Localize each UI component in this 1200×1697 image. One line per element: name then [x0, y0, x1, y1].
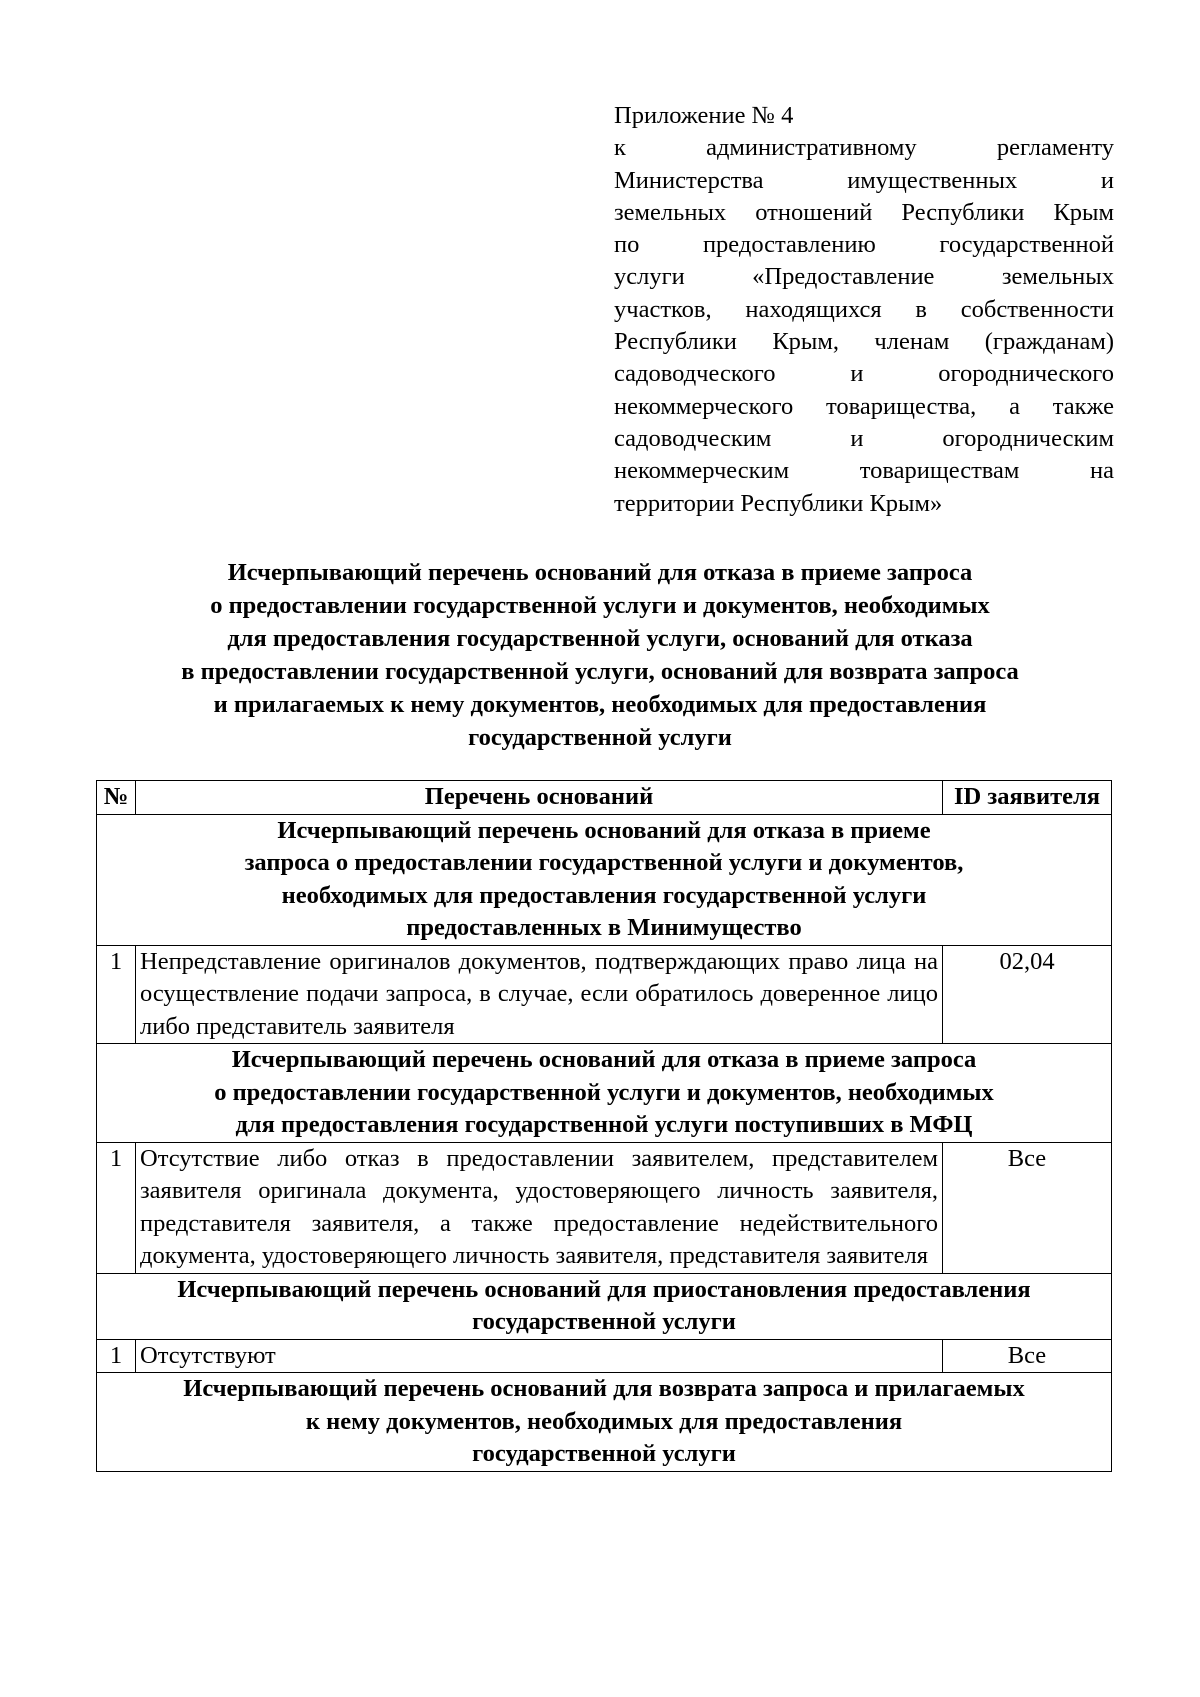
appendix-line: к административному регламенту	[614, 134, 1114, 162]
section-title-line: Исчерпывающий перечень оснований для приостановления предоставления	[177, 1275, 1031, 1303]
section-row	[97, 1373, 1112, 1472]
appendix-block	[614, 100, 1114, 520]
section-title-line: государственной услуги	[472, 1308, 736, 1335]
header-number: №	[97, 781, 136, 815]
heading-line: для предоставления государственной услуги, оснований для отказа	[227, 625, 973, 652]
table-row	[97, 1142, 1112, 1273]
heading-line: о предоставлении государственной услуги и документов, необходимых	[210, 592, 990, 619]
section-title-line: Исчерпывающий перечень оснований для отказа в приеме	[277, 816, 931, 844]
section-title-line: запроса о предоставлении государственной услуги и документов,	[244, 849, 964, 876]
section-title	[97, 1373, 1112, 1472]
appendix-line: Министерства имущественных и	[614, 166, 1114, 194]
section-title-line: предоставленных в Минимущество	[406, 914, 802, 941]
table-row	[97, 1339, 1112, 1373]
heading-line: в предоставлении государственной услуги, оснований для возврата запроса	[181, 658, 1019, 685]
appendix-line: Приложение № 4	[614, 102, 794, 129]
section-title-line: Исчерпывающий перечень оснований для возврата запроса и прилагаемых	[183, 1375, 1025, 1402]
row-number: 1	[97, 1142, 136, 1273]
row-ground-text: Отсутствуют	[136, 1339, 943, 1373]
document-heading	[90, 556, 1110, 754]
section-title	[97, 1044, 1112, 1143]
row-applicant-id: Все	[943, 1142, 1112, 1273]
section-title	[97, 814, 1112, 945]
appendix-line: территории Республики Крым»	[614, 489, 943, 517]
appendix-line: садоводческим и огородническим	[614, 424, 1114, 452]
grounds-table	[96, 780, 1112, 1472]
heading-line: и прилагаемых к нему документов, необходимых для предоставления	[213, 691, 987, 718]
heading-line: Исчерпывающий перечень оснований для отказа в приеме запроса	[227, 559, 973, 586]
appendix-line: некоммерческого товарищества, а также	[614, 392, 1114, 420]
section-title-line: Исчерпывающий перечень оснований для отказа в приеме запроса	[231, 1046, 977, 1073]
row-number: 1	[97, 945, 136, 1044]
section-row	[97, 1273, 1112, 1339]
row-ground-text: Непредставление оригиналов документов, подтверждающих право лица на осуществление подачи запроса, в случае, если обратилось доверенное лицо либо представитель заявителя	[136, 945, 943, 1044]
section-title	[97, 1273, 1112, 1339]
appendix-line: Республики Крым, членам (гражданам)	[614, 328, 1114, 356]
section-row	[97, 814, 1112, 945]
appendix-line: земельных отношений Республики Крым	[614, 198, 1114, 226]
table-row	[97, 945, 1112, 1044]
row-number: 1	[97, 1339, 136, 1373]
section-title-line: о предоставлении государственной услуги и документов, необходимых	[214, 1078, 994, 1106]
appendix-line: по предоставлению государственной	[614, 231, 1114, 259]
row-applicant-id: Все	[943, 1339, 1112, 1373]
row-applicant-id: 02,04	[943, 945, 1112, 1044]
section-row	[97, 1044, 1112, 1143]
appendix-line: некоммерческим товариществам на	[614, 457, 1114, 485]
section-title-line: к нему документов, необходимых для предоставления	[305, 1407, 903, 1435]
appendix-line: участков, находящихся в собственности	[614, 295, 1114, 323]
section-title-line: для предоставления государственной услуги поступивших в МФЦ	[235, 1111, 973, 1138]
header-applicant-id: ID заявителя	[943, 781, 1112, 815]
appendix-line: услуги «Предоставление земельных	[614, 263, 1114, 291]
table-header-row	[97, 781, 1112, 815]
row-ground-text: Отсутствие либо отказ в предоставлении заявителем, представителем заявителя оригинала документа, удостоверяющего личность заявителя, представителя заявителя, а также предоставление недействительного документа, удостоверяющего личность заявителя, представителя заявителя	[136, 1142, 943, 1273]
appendix-line: садоводческого и огороднического	[614, 360, 1114, 388]
section-title-line: государственной услуги	[472, 1440, 736, 1467]
header-grounds: Перечень оснований	[136, 781, 943, 815]
heading-line: государственной услуги	[468, 724, 732, 751]
section-title-line: необходимых для предоставления государственной услуги	[281, 881, 927, 909]
